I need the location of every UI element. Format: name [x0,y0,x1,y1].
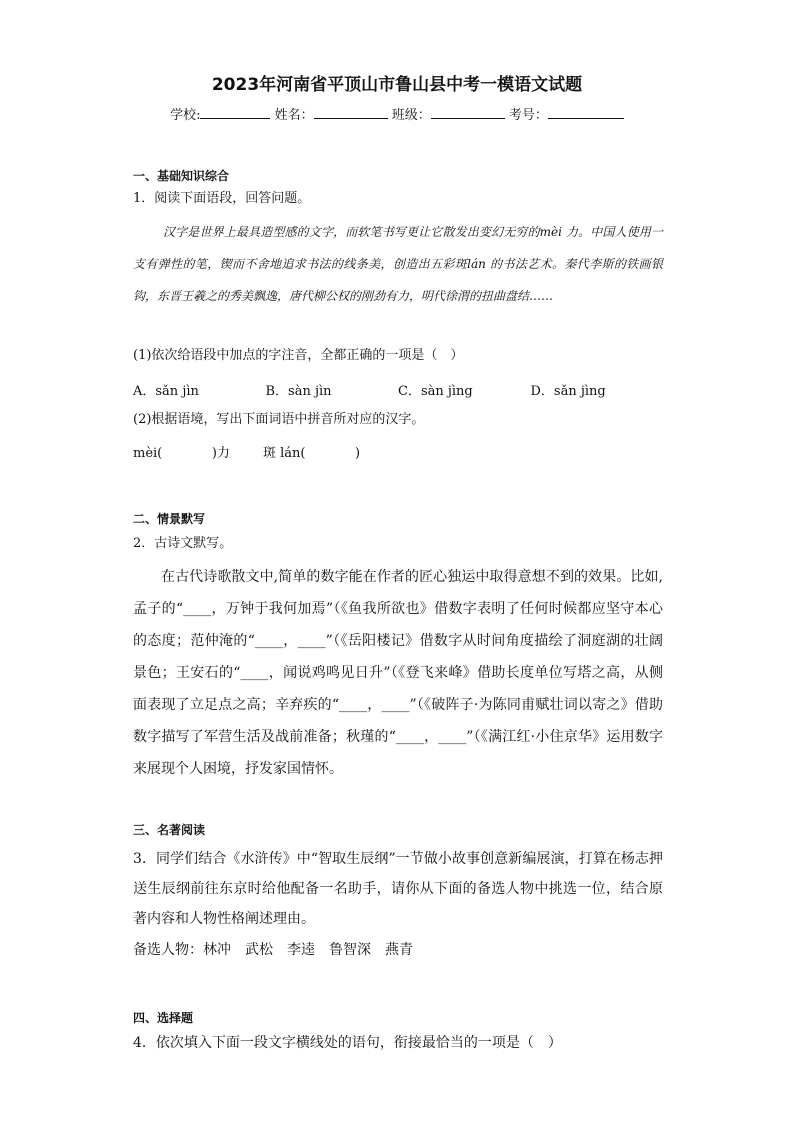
exam-no-label: 考号： [508,108,548,123]
section-heading-3: 三、名著阅读 [133,823,206,837]
question-2-stem: 2．古诗文默写。 [133,536,233,551]
option-d[interactable]: D．sǎn jìng [530,384,606,399]
question-1-sub-1: (1)依次给语段中加点的字注音，全都正确的一项是（ ） [133,348,464,363]
school-blank[interactable] [200,106,270,119]
option-a[interactable]: A．sǎn jìn [133,384,199,399]
student-info-line [0,104,794,123]
question-1-passage: 汉字是世界上最具造型感的文字，而软笔书写更让它散发出变幻无穷的mèi 力。中国人使用一支有弹性的笔，锲而不舍地追求书法的线条美，创造出五彩斑lán 的书法艺术。秦代李斯的铁画银钩，东晋王羲之的秀美飘逸，唐代柳公权的刚劲有力，明代徐渭的扭曲盘结…… [133,225,663,303]
section-heading-1: 一、基础知识综合 [133,169,230,183]
page-title: 2023年河南省平顶山市鲁山县中考一模语文试题 [211,75,583,95]
question-1-fill-line[interactable]: mèi( )力 斑 lán( ) [133,446,361,461]
option-b[interactable]: B．sàn jìn [265,384,332,399]
question-1-stem: 1．阅读下面语段，回答问题。 [133,191,311,206]
exam-no-blank[interactable] [548,106,624,119]
school-label: 学校: [170,108,201,123]
section-heading-2: 二、情景默写 [133,512,206,526]
question-3-candidates: 备选人物：林冲 武松 李逵 鲁智深 燕青 [133,942,413,958]
question-1-sub-2: (2)根据语境，写出下面词语中拼音所对应的汉字。 [133,412,425,427]
option-c[interactable]: C．sàn jìng [398,384,473,399]
name-label: 姓名： [274,108,314,123]
section-heading-4: 四、选择题 [133,1011,194,1025]
question-4-text: 4．依次填入下面一段文字横线处的语句，衔接最恰当的一项是（ ） [133,1035,562,1051]
question-3-text: 3．同学们结合《水浒传》中“智取生辰纲”一节做小故事创意新编展演，打算在杨志押送生辰纲前往东京时给他配备一名助手，请你从下面的备选人物中挑选一位，结合原著内容和人物性格阐述理由。 [133,851,663,927]
class-blank[interactable] [431,106,505,119]
question-2-text: 在古代诗歌散文中,简单的数字能在作者的匠心独运中取得意想不到的效果。比如,孟子的“____，万钟于我何加焉”（《鱼我所欲也》借数字表明了任何时候都应坚守本心的态度；范仲淹的“____，____”（《岳阳楼记》借数字从时间角度描绘了洞庭湖的壮阔景色；王安石的“____，闻说鸡鸣见日升”（《登飞来峰》借助长度单位写塔之高，从侧面表现了立足点之高；辛弃疾的“____，____”（《破阵子·为陈同甫赋壮词以寄之》借助数字描写了军营生活及战前准备；秋瑾的“____，____”（《满江红·小住京华》运用数字来展现个人困境，抒发家国情怀。 [133,569,663,777]
name-blank[interactable] [314,106,388,119]
question-1-options [133,380,663,399]
class-label: 班级： [391,108,431,123]
